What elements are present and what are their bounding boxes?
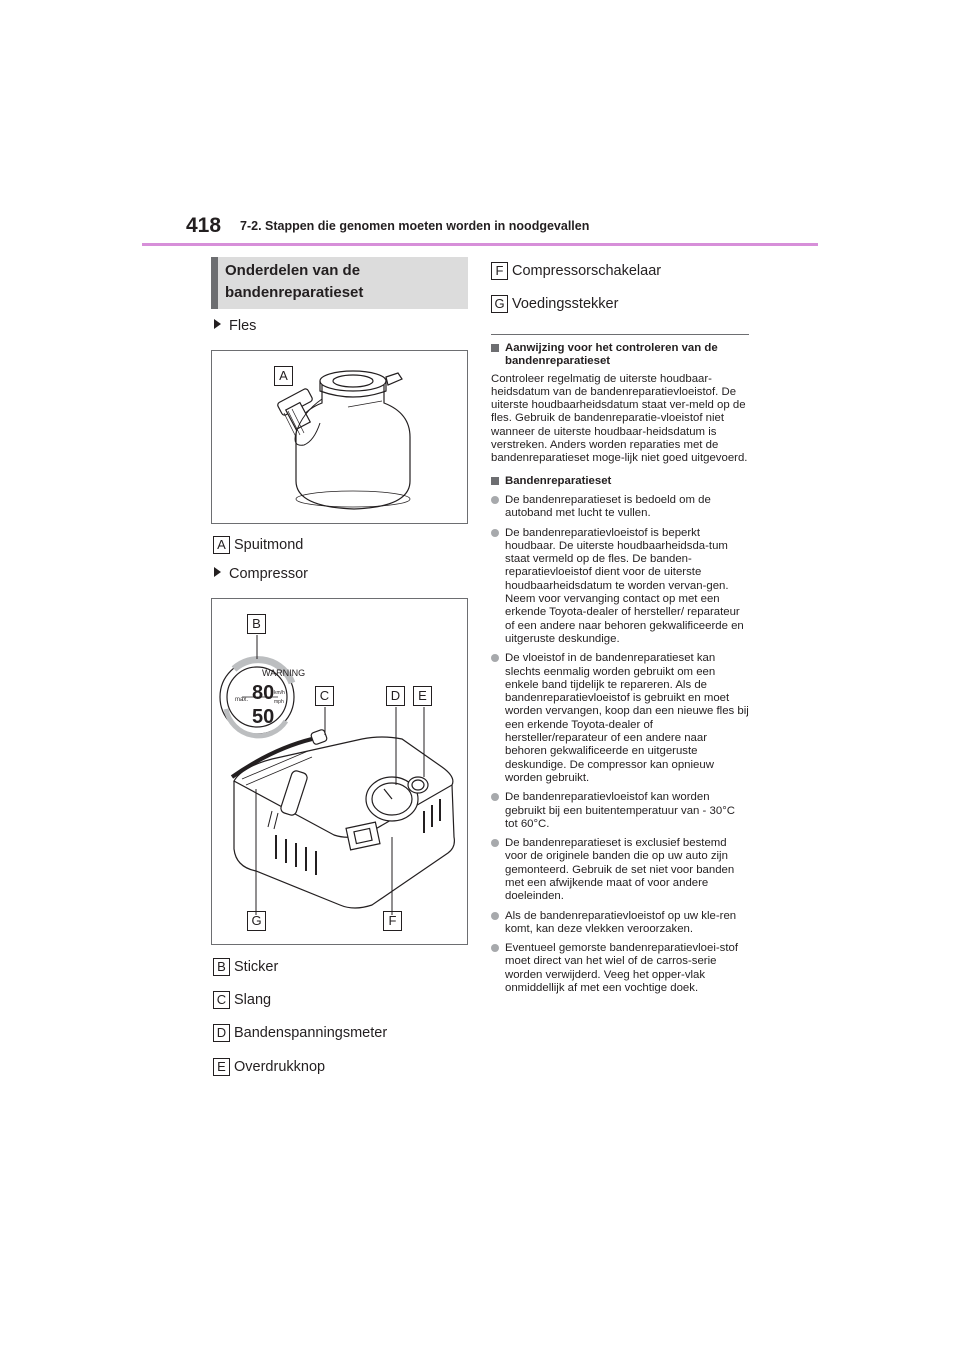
note-title-controle [491, 342, 749, 369]
section-heading [211, 257, 468, 309]
callout-a: A [274, 366, 293, 386]
bullet-text-1: De bandenreparatieset is bedoeld om de autoband met lucht te vullen. [505, 493, 711, 520]
legend-label-bandenspanningsmeter: Bandenspanningsmeter [234, 1025, 388, 1041]
circle-bullet-icon [491, 912, 499, 920]
legend-letter-c: C [213, 991, 230, 1009]
sticker-value-top: 80 [252, 682, 275, 704]
legend-letter-a: A [213, 536, 230, 554]
bullet-7 [491, 942, 749, 995]
callout-b: B [247, 614, 266, 634]
sticker-warning: WARNING [262, 668, 306, 678]
legend-label-compressorschakelaar: Compressorschakelaar [512, 263, 662, 279]
section-title-line1: Onderdelen van de [225, 262, 361, 279]
sticker-unit-top: km/h [274, 690, 285, 696]
callout-f: F [383, 911, 402, 931]
sticker-unit-bottom: mph [274, 699, 284, 705]
circle-bullet-icon [491, 529, 499, 537]
legend-a [213, 536, 303, 554]
circle-bullet-icon [491, 496, 499, 504]
legend-g [491, 295, 618, 313]
note-block [491, 342, 749, 995]
chapter-title: 7-2. Stappen die genomen moeten worden in noodgevallen [240, 219, 590, 233]
callout-e: E [413, 686, 432, 706]
bullet-5 [491, 837, 749, 903]
bullet-text-6: Als de bandenreparatievloeistof op uw kle-ren komt, kan deze vlekken veroorzaken. [505, 909, 737, 935]
triangle-bullet-icon [214, 567, 221, 577]
callout-g: G [247, 911, 266, 931]
compressor-heading-text: Compressor [229, 566, 308, 582]
square-bullet-icon [491, 344, 499, 352]
sticker-value-bottom: 50 [252, 706, 275, 728]
legend-d [213, 1024, 387, 1042]
legend-letter-e: E [213, 1058, 230, 1076]
compressor-heading [214, 566, 308, 582]
bullet-text-3: De vloeistof in de bandenreparatieset kan slechts eenmalig worden gebruikt om een enkele band tijdelijk te repareren. Als de bandenreparatievloeistof is gebruikt en moet worden vervangen, koop dan een nieuwe fles bij een erkende Toyota-dealer of hersteller/reparateur of een andere naar behoren gekwalificeerde en uitgeruste deskundige. De compressor kan opnieuw worden gebruikt. [505, 652, 749, 784]
legend-b [213, 958, 278, 976]
legend-label-spuitmond: Spuitmond [234, 537, 304, 553]
triangle-bullet-icon [214, 319, 221, 329]
bullet-1 [491, 494, 749, 521]
legend-letter-d: D [213, 1024, 230, 1042]
compressor-figure [211, 598, 468, 945]
header-rule [142, 243, 818, 246]
callout-c: C [315, 686, 334, 706]
square-bullet-icon [491, 477, 499, 485]
legend-letter-b: B [213, 958, 230, 976]
bullet-3 [491, 652, 749, 785]
legend-c [213, 991, 271, 1009]
bullet-text-5: De bandenreparatieset is exclusief bestemd voor de originele banden die op uw auto zijn gemonteerd. Gebruik de set niet voor banden met een afwijkende maat of voor andere doeleinden. [505, 837, 735, 903]
legend-letter-f: F [491, 262, 508, 280]
callout-d: D [386, 686, 405, 706]
circle-bullet-icon [491, 944, 499, 952]
note-title-bandenreparatieset [491, 475, 749, 488]
notes-column [491, 334, 749, 995]
bullet-text-7: Eventueel gemorste bandenreparatievloei-stof moet direct van het wiel of de carros-serie worden verwijderd. Veeg het opper-vlak onmiddellijk af met een vochtige doek. [505, 942, 739, 995]
note-text-controle: Controleer regelmatig de uiterste houdbaar-heidsdatum van de bandenreparatievloeistof. De uiterste houdbaarheidsdatum staat ver-meld op de fles. Gebruik de bandenreparatie-vloeistof niet wanneer de uiterste houdbaar-heidsdatum is verstreken. Anders worden reparaties met de bandenreparatieset moge-lijk niet goed uitgevoerd. [491, 372, 748, 465]
legend-label-overdrukknop: Overdrukknop [234, 1059, 326, 1075]
note-title-controle-text: Aanwijzing voor het controleren van de bandenreparatieset [505, 342, 718, 368]
circle-bullet-icon [491, 654, 499, 662]
legend-letter-g: G [491, 295, 508, 313]
fles-heading-text: Fles [229, 318, 257, 334]
bullet-text-4: De bandenreparatievloeistof kan worden gebruikt bij een buitentemperatuur van - 30°C tot 60°C. [505, 791, 735, 830]
sticker-max: max. [235, 697, 249, 703]
section-title-line2: bandenreparatieset [225, 284, 364, 301]
circle-bullet-icon [491, 793, 499, 801]
fles-heading [214, 318, 256, 334]
legend-label-sticker: Sticker [234, 959, 279, 975]
bullet-4 [491, 791, 749, 831]
circle-bullet-icon [491, 839, 499, 847]
legend-f [491, 262, 661, 280]
bullet-2 [491, 527, 749, 647]
legend-label-voedingsstekker: Voedingsstekker [512, 296, 619, 312]
bottle-figure [211, 350, 468, 524]
note-title-bandenreparatieset-text: Bandenreparatieset [505, 474, 612, 487]
legend-label-slang: Slang [234, 992, 272, 1008]
bullet-text-2: De bandenreparatievloeistof is beperkt houdbaar. De uiterste houdbaarheidsda-tum staat vermeld op de fles. De banden-reparatievloeistof dient voor de uiterste houdbaarheidsdatum te worden vervan-gen. Neem voor vervanging contact op met een erkende Toyota-dealer of hersteller/ reparateur of een andere naar behoren gekwalificeerde en uitgeruste deskundige. [505, 526, 744, 645]
legend-e [213, 1058, 325, 1076]
bullet-6 [491, 910, 749, 937]
page-number: 418 [186, 214, 222, 237]
